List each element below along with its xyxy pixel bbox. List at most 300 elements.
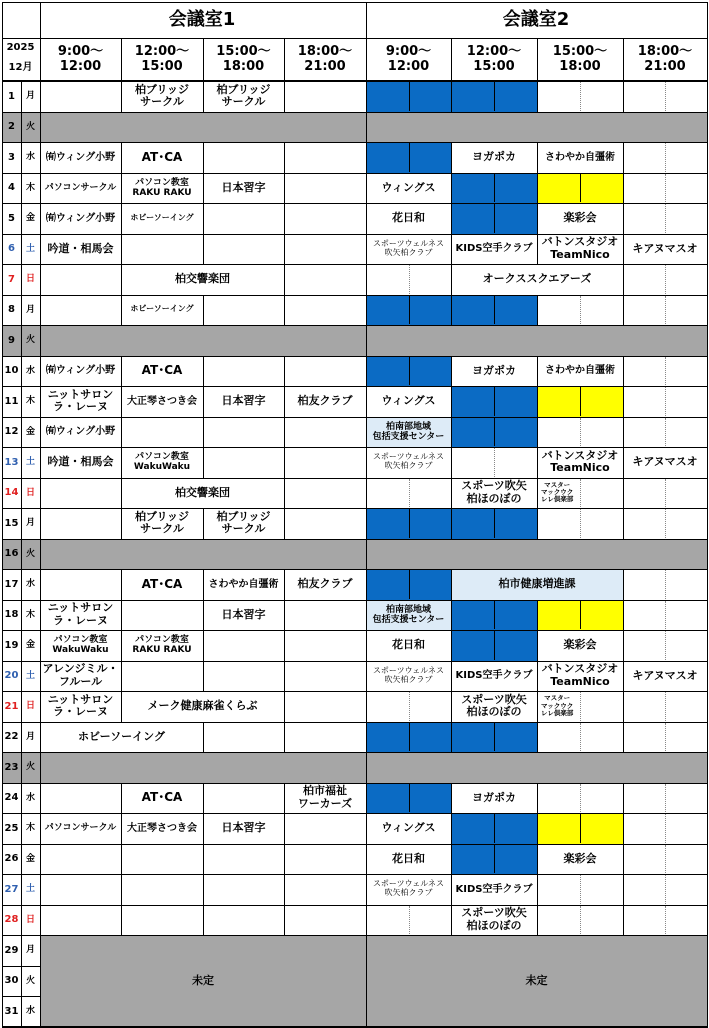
grid-line — [623, 81, 624, 112]
grid-line — [121, 203, 122, 234]
booking-cell[interactable]: ㈲ウィング小野 — [45, 151, 116, 163]
grid-line — [623, 203, 624, 234]
half-slot-divider — [580, 601, 581, 630]
booking-cell[interactable]: 柏市健康増進課 — [451, 569, 623, 600]
half-slot-divider — [409, 906, 410, 935]
half-slot-divider — [665, 601, 666, 630]
grid-line — [451, 691, 452, 722]
grid-line — [203, 630, 204, 661]
grid-line — [623, 447, 624, 478]
day-number: 10 — [4, 365, 19, 377]
booking-cell[interactable]: 吟道・相馬会 — [47, 241, 114, 255]
half-slot-divider — [409, 357, 410, 386]
grid-line — [203, 142, 204, 173]
booking-cell[interactable]: ヨガポカ — [472, 150, 516, 164]
half-slot-divider — [494, 845, 495, 874]
half-slot-divider — [409, 479, 410, 508]
booking-cell[interactable]: メーク健康麻雀くらぶ — [147, 699, 258, 713]
grid-line — [623, 691, 624, 722]
grid-line — [203, 386, 204, 417]
grid-line — [537, 691, 538, 722]
half-slot-divider — [580, 418, 581, 447]
grid-line — [203, 874, 204, 905]
grid-line — [284, 478, 285, 508]
weekday-label: 水 — [25, 152, 35, 163]
grid-line — [284, 508, 285, 539]
grid-line — [451, 905, 452, 935]
booking-cell[interactable]: スポーツウェルネス 吹矢柏クラブ — [372, 238, 445, 257]
booking-cell[interactable]: AT･CA — [141, 576, 183, 591]
time-slot-header: 15:00～ 18:00 — [216, 43, 271, 74]
grid-line — [284, 630, 285, 661]
grid-line — [203, 417, 204, 447]
booking-cell[interactable]: スポーツウェルネス 吹矢柏クラブ — [372, 879, 445, 898]
time-slot-header: 12:00～ 15:00 — [466, 43, 522, 74]
half-slot-divider — [665, 174, 666, 203]
booking-cell[interactable]: さわやか自彊術 — [545, 151, 615, 163]
half-slot-divider — [494, 82, 495, 111]
day-number: 30 — [4, 975, 19, 987]
booking-cell[interactable]: 柏ブリッジ サークル — [216, 82, 271, 109]
booking-cell[interactable]: パソコン教室 RAKU RAKU — [132, 635, 192, 656]
grid-line — [451, 356, 452, 386]
half-slot-divider — [580, 174, 581, 203]
half-slot-divider — [494, 418, 495, 447]
grid-line — [451, 722, 452, 752]
booking-cell[interactable]: ニットサロン ラ・レーヌ — [47, 692, 114, 719]
grid-line — [203, 783, 204, 813]
booking-cell[interactable]: AT･CA — [141, 363, 183, 378]
half-slot-divider — [580, 509, 581, 538]
time-slot-header: 12:00～ 15:00 — [134, 43, 190, 74]
day-number: 17 — [4, 578, 19, 590]
booking-cell[interactable]: スポーツ吹矢 柏ほのぼの — [461, 692, 527, 719]
booking-cell[interactable]: マスター マックウク レレ倶楽部 — [541, 480, 574, 504]
booking-cell[interactable]: AT･CA — [141, 790, 183, 805]
booking-cell[interactable]: ホビーソーイング — [78, 729, 165, 743]
half-slot-divider — [494, 387, 495, 416]
half-slot-divider — [665, 692, 666, 721]
grid-line — [121, 844, 122, 874]
booking-cell[interactable]: キアヌマスオ — [632, 455, 698, 469]
grid-line — [203, 844, 204, 874]
day-number: 25 — [4, 822, 19, 834]
grid-line — [203, 722, 204, 752]
grid-line — [537, 630, 538, 661]
time-slot-header: 15:00～ 18:00 — [552, 43, 608, 74]
grid-line — [451, 783, 452, 813]
grid-line — [121, 478, 122, 508]
half-slot-divider — [494, 204, 495, 233]
grid-line — [284, 661, 285, 691]
booking-cell[interactable]: キアヌマスオ — [632, 241, 698, 255]
weekday-label: 日 — [25, 701, 35, 712]
grid-line — [203, 295, 204, 325]
grid-line — [121, 417, 122, 447]
grid-line — [623, 844, 624, 874]
grid-line — [203, 203, 204, 234]
booking-cell[interactable]: 大正琴さつき会 — [127, 395, 197, 407]
grid-line — [40, 2, 41, 1027]
grid-line — [623, 569, 624, 600]
booking-cell[interactable]: ニットサロン ラ・レーヌ — [47, 601, 114, 627]
booking-cell[interactable]: バトンスタジオ TeamNico — [541, 662, 619, 688]
half-slot-divider — [409, 82, 410, 111]
grid-line — [284, 142, 285, 173]
grid-line — [451, 203, 452, 234]
half-slot-divider — [409, 723, 410, 752]
booking-cell[interactable]: ヨガポカ — [472, 363, 516, 377]
grid-line — [2, 935, 708, 936]
grid-line — [623, 630, 624, 661]
half-slot-divider — [580, 296, 581, 325]
booking-cell[interactable]: 柏交響楽団 — [175, 485, 230, 499]
day-number: 5 — [8, 212, 15, 224]
grid-line — [121, 386, 122, 417]
grid-line — [623, 905, 624, 935]
half-slot-divider — [494, 509, 495, 538]
booking-cell[interactable]: 花日和 — [392, 851, 425, 865]
weekday-label: 火 — [25, 975, 35, 986]
grid-line — [451, 508, 452, 539]
grid-line — [537, 661, 538, 691]
day-number: 15 — [4, 517, 19, 529]
booking-cell[interactable]: マスター マックウク レレ倶楽部 — [541, 694, 574, 717]
grid-line — [121, 508, 122, 539]
day-number: 22 — [4, 731, 19, 743]
grid-line — [623, 264, 624, 295]
weekday-label: 水 — [25, 792, 35, 803]
weekday-label: 金 — [25, 853, 35, 864]
grid-line — [366, 2, 367, 1027]
weekday-label: 水 — [25, 579, 35, 590]
day-number: 28 — [4, 914, 19, 926]
grid-line — [121, 234, 122, 264]
grid-line — [537, 447, 538, 478]
half-slot-divider — [580, 723, 581, 752]
grid-line — [451, 264, 452, 295]
booking-cell[interactable]: 柏友クラブ — [297, 577, 353, 591]
booking-cell[interactable]: スポーツ吹矢 柏ほのぼの — [461, 479, 527, 505]
half-slot-divider — [580, 479, 581, 508]
booking-cell[interactable]: パソコンサークル — [44, 182, 117, 193]
grid-line — [623, 478, 624, 508]
grid-line — [2, 722, 708, 723]
grid-line — [284, 295, 285, 325]
half-slot-divider — [665, 814, 666, 843]
grid-line — [623, 417, 624, 447]
grid-line — [2, 386, 708, 387]
grid-line — [2, 996, 41, 997]
grid-line — [203, 234, 204, 264]
time-slot-header: 9:00～ 12:00 — [385, 43, 432, 74]
day-number: 21 — [4, 700, 19, 712]
weekday-label: 土 — [25, 670, 35, 681]
booking-cell[interactable]: 大正琴さつき会 — [127, 822, 197, 834]
grid-line — [121, 173, 122, 203]
half-slot-divider — [665, 143, 666, 172]
grid-line — [2, 356, 708, 357]
booking-cell[interactable]: ウィングス — [381, 394, 436, 408]
booking-cell[interactable]: キアヌマスオ — [632, 668, 698, 682]
grid-line — [451, 478, 452, 508]
grid-line — [284, 38, 285, 81]
day-number: 11 — [4, 395, 19, 407]
booking-cell[interactable]: ㈲ウィング小野 — [45, 426, 116, 438]
month-label: 12月 — [8, 62, 33, 74]
booking-cell[interactable]: パソコン教室 WakuWaku — [133, 452, 191, 473]
grid-line — [203, 600, 204, 630]
time-slot-header: 18:00～ 21:00 — [637, 43, 693, 74]
day-number: 24 — [4, 792, 19, 804]
booking-cell[interactable]: スポーツウェルネス 吹矢柏クラブ — [372, 665, 445, 684]
booking-cell[interactable]: 花日和 — [392, 211, 425, 225]
blocked-cell[interactable] — [40, 325, 707, 356]
room2-header: 会議室2 — [502, 8, 570, 30]
half-slot-divider — [494, 296, 495, 325]
grid-line — [537, 173, 538, 203]
booking-cell[interactable]: ニットサロン ラ・レーヌ — [47, 387, 114, 414]
grid-line — [121, 264, 122, 295]
booking-cell[interactable]: 柏南部地域 包括支援センター — [366, 600, 451, 631]
grid-line — [203, 661, 204, 691]
half-slot-divider — [665, 296, 666, 325]
booking-cell[interactable]: ㈲ウィング小野 — [45, 212, 116, 224]
grid-line — [623, 661, 624, 691]
grid-line — [21, 81, 22, 1027]
booking-cell[interactable]: オークススクエアーズ — [482, 272, 592, 286]
half-slot-divider — [665, 631, 666, 660]
day-number: 29 — [4, 944, 19, 956]
day-number: 2 — [2, 112, 21, 143]
grid-line — [284, 569, 285, 600]
grid-line — [2, 783, 708, 784]
half-slot-divider — [580, 692, 581, 721]
day-number: 13 — [4, 456, 19, 468]
half-slot-divider — [494, 448, 495, 477]
booking-cell[interactable]: 柏友クラブ — [297, 394, 353, 408]
grid-line — [537, 234, 538, 264]
weekday-label: 火 — [21, 325, 40, 356]
booking-cell[interactable]: AT･CA — [141, 149, 183, 164]
booking-cell[interactable]: ヨガポカ — [472, 790, 516, 804]
blocked-cell[interactable] — [40, 752, 707, 783]
weekday-label: 日 — [25, 487, 35, 498]
day-number: 16 — [2, 539, 21, 570]
year-label: 2025 — [6, 42, 35, 54]
day-number: 26 — [4, 853, 19, 865]
half-slot-divider — [409, 692, 410, 721]
grid-line — [537, 783, 538, 813]
grid-line — [451, 569, 452, 600]
booking-cell[interactable]: 柏ブリッジ サークル — [134, 82, 190, 109]
booking-cell[interactable]: アレンジミル・ フルール — [42, 662, 119, 688]
grid-line — [2, 905, 708, 906]
grid-line — [2, 661, 708, 662]
day-number: 6 — [8, 243, 15, 255]
weekday-label: 木 — [25, 609, 35, 620]
grid-line — [203, 173, 204, 203]
booking-cell[interactable]: 日本習字 — [221, 607, 266, 621]
half-slot-divider — [665, 357, 666, 386]
booking-cell[interactable]: スポーツ吹矢 柏ほのぼの — [461, 906, 527, 932]
grid-line — [2, 417, 708, 418]
grid-line — [2, 2, 708, 3]
grid-line — [451, 142, 452, 173]
grid-line — [623, 234, 624, 264]
half-slot-divider — [665, 906, 666, 935]
grid-line — [121, 905, 122, 935]
grid-line — [2, 447, 708, 448]
grid-line — [2, 752, 708, 753]
booking-cell[interactable]: KIDS空手クラブ — [455, 670, 533, 682]
grid-line — [537, 38, 538, 81]
booking-cell[interactable]: 日本習字 — [221, 394, 266, 408]
grid-line — [284, 600, 285, 630]
booking-cell[interactable]: KIDS空手クラブ — [455, 883, 533, 895]
day-number: 31 — [4, 1005, 19, 1017]
booking-cell[interactable]: さわやか自彊術 — [545, 365, 615, 377]
grid-line — [2, 478, 708, 479]
grid-line — [121, 295, 122, 325]
booking-cell[interactable]: 柏ブリッジ サークル — [216, 509, 271, 536]
day-number: 8 — [8, 304, 15, 316]
grid-line — [284, 874, 285, 905]
booking-cell[interactable]: 柏市福祉 ワーカーズ — [297, 784, 353, 810]
half-slot-divider — [494, 601, 495, 630]
half-slot-divider — [409, 570, 410, 599]
weekday-label: 月 — [25, 945, 35, 956]
grid-line — [623, 508, 624, 539]
weekday-label: 金 — [25, 640, 35, 651]
grid-line — [451, 600, 452, 630]
grid-line — [451, 173, 452, 203]
grid-line — [2, 2, 3, 1027]
blocked-cell[interactable] — [40, 539, 707, 570]
weekday-label: 水 — [25, 1006, 35, 1017]
weekday-label: 火 — [21, 112, 40, 143]
half-slot-divider — [580, 875, 581, 904]
booking-cell[interactable]: 吟道・相馬会 — [47, 455, 114, 469]
grid-line — [121, 874, 122, 905]
grid-line — [2, 539, 708, 540]
half-slot-divider — [665, 723, 666, 752]
booking-cell[interactable]: 柏南部地域 包括支援センター — [366, 417, 451, 448]
booking-cell[interactable]: 花日和 — [392, 638, 425, 652]
room1-header: 会議室1 — [168, 8, 236, 30]
grid-line — [203, 447, 204, 478]
booking-cell[interactable]: 楽彩会 — [563, 851, 597, 865]
grid-line — [537, 508, 538, 539]
grid-line — [284, 783, 285, 813]
grid-line — [623, 722, 624, 752]
blocked-cell[interactable] — [40, 112, 707, 143]
undecided-block: 未定 — [40, 935, 366, 1027]
grid-line — [451, 295, 452, 325]
booking-cell[interactable]: パソコン教室 WakuWaku — [52, 635, 109, 656]
half-slot-divider — [409, 296, 410, 325]
grid-line — [2, 1026, 708, 1028]
booking-cell[interactable]: 楽彩会 — [563, 638, 597, 652]
booking-cell[interactable]: 楽彩会 — [563, 211, 597, 225]
grid-line — [623, 295, 624, 325]
day-number: 18 — [4, 609, 19, 621]
day-number: 1 — [8, 90, 15, 102]
grid-line — [121, 356, 122, 386]
grid-line — [537, 813, 538, 844]
grid-line — [537, 356, 538, 386]
booking-cell[interactable]: 柏ブリッジ サークル — [134, 509, 190, 536]
half-slot-divider — [665, 570, 666, 599]
weekday-label: 月 — [25, 731, 35, 742]
grid-line — [2, 874, 708, 875]
grid-line — [284, 356, 285, 386]
grid-line — [707, 2, 708, 1027]
half-slot-divider — [580, 784, 581, 813]
weekday-label: 火 — [21, 539, 40, 570]
weekday-label: 水 — [25, 365, 35, 376]
booking-cell[interactable]: ウィングス — [381, 821, 436, 835]
weekday-label: 木 — [25, 823, 35, 834]
grid-line — [284, 264, 285, 295]
grid-line — [203, 813, 204, 844]
weekday-label: 土 — [25, 884, 35, 895]
grid-line — [623, 356, 624, 386]
grid-line — [623, 874, 624, 905]
grid-line — [2, 844, 708, 845]
booking-cell[interactable]: パソコンサークル — [44, 823, 117, 834]
booking-cell[interactable]: ウィングス — [381, 180, 436, 194]
booking-cell[interactable]: バトンスタジオ TeamNico — [541, 235, 619, 261]
booking-cell[interactable]: バトンスタジオ TeamNico — [541, 448, 619, 475]
grid-line — [203, 569, 204, 600]
booking-cell[interactable]: パソコン教室 RAKU RAKU — [132, 177, 192, 198]
booking-cell[interactable]: 日本習字 — [221, 180, 266, 194]
grid-line — [451, 630, 452, 661]
booking-cell[interactable]: 柏交響楽団 — [175, 272, 230, 286]
grid-line — [623, 783, 624, 813]
booking-cell[interactable]: KIDS空手クラブ — [455, 243, 533, 255]
half-slot-divider — [494, 631, 495, 660]
grid-line — [2, 264, 708, 265]
grid-line — [451, 661, 452, 691]
weekday-label: 木 — [25, 182, 35, 193]
half-slot-divider — [665, 784, 666, 813]
half-slot-divider — [409, 143, 410, 172]
grid-line — [451, 417, 452, 447]
grid-line — [2, 630, 708, 631]
grid-line — [2, 813, 708, 814]
weekday-label: 月 — [25, 304, 35, 315]
grid-line — [623, 386, 624, 417]
grid-line — [2, 173, 708, 174]
grid-line — [203, 38, 204, 81]
booking-cell[interactable]: さわやか自彊術 — [208, 578, 279, 590]
half-slot-divider — [409, 509, 410, 538]
booking-cell[interactable]: ㈲ウィング小野 — [45, 365, 116, 377]
booking-cell[interactable]: 日本習字 — [221, 821, 266, 835]
weekday-label: 火 — [21, 752, 40, 783]
weekday-label: 木 — [25, 396, 35, 407]
half-slot-divider — [665, 875, 666, 904]
grid-line — [537, 81, 538, 112]
booking-cell[interactable]: ホビーソーイング — [130, 212, 194, 222]
booking-cell[interactable]: スポーツウェルネス 吹矢柏クラブ — [372, 452, 445, 471]
grid-line — [2, 295, 708, 296]
booking-cell[interactable]: ホビーソーイング — [130, 304, 194, 314]
half-slot-divider — [580, 82, 581, 111]
grid-line — [284, 813, 285, 844]
